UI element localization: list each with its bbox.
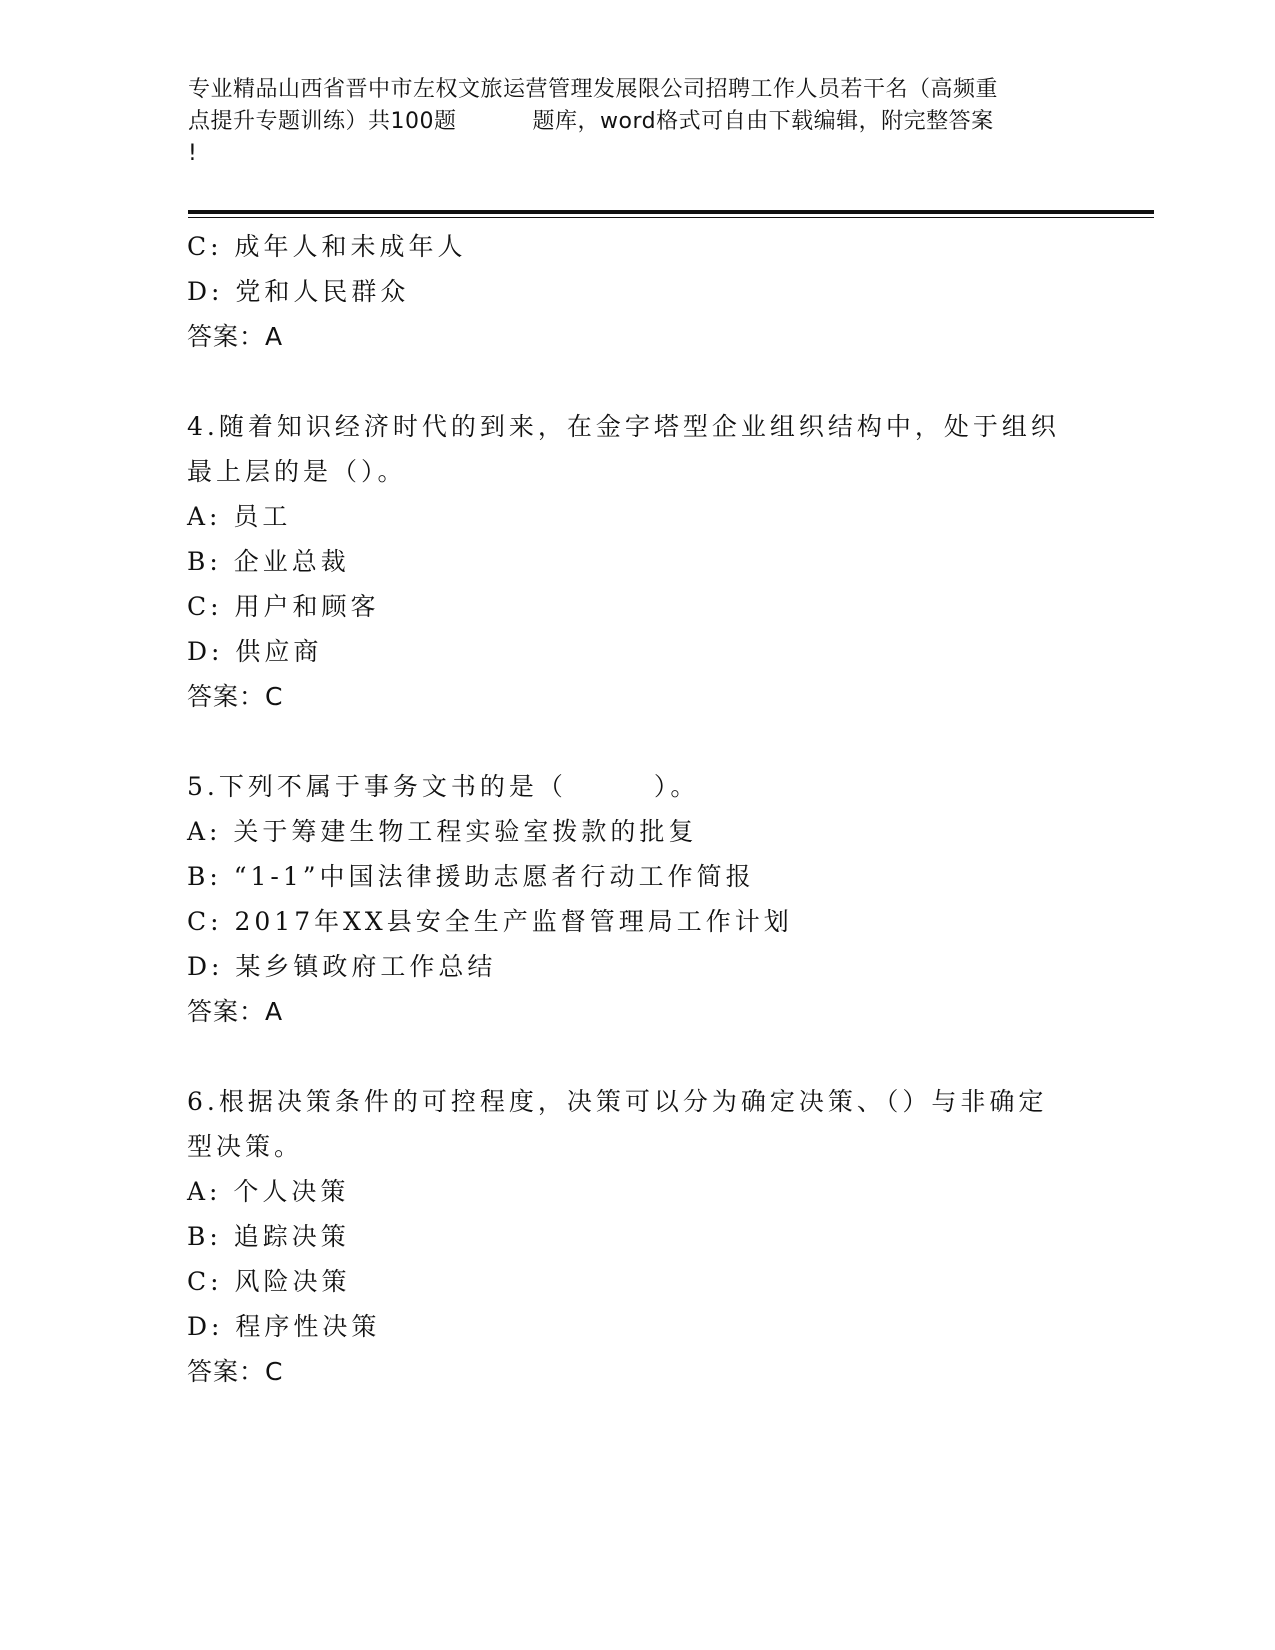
q5-option-a: A: 关于筹建生物工程实验室拨款的批复 — [187, 817, 698, 846]
q6-option-c: C: 风险决策 — [187, 1267, 351, 1296]
q4-option-b: B: 企业总裁 — [187, 547, 350, 576]
q6-option-b: B: 追踪决策 — [187, 1222, 350, 1251]
question-5 — [187, 764, 1087, 1034]
header-title-line-1: 专业精品山西省晋中市左权文旅运营管理发展限公司招聘工作人员若干名（高频重 — [188, 77, 999, 102]
header-title-line-2a: 点提升专题训练）共100题 — [188, 109, 457, 134]
q3-option-c: C: 成年人和未成年人 — [187, 232, 467, 261]
question-6 — [187, 1079, 1087, 1394]
question-4 — [187, 404, 1087, 719]
q5-answer: 答案：A — [187, 997, 284, 1026]
header-title-line-2b: 题库，word格式可自由下载编辑，附完整答案 — [532, 109, 994, 134]
q4-stem-line-2: 最上层的是（）。 — [187, 457, 407, 486]
header-divider-thick — [188, 210, 1154, 214]
q5-stem-line-1: 5.下列不属于事务文书的是（ ）。 — [187, 772, 700, 801]
header-title-line-3: ! — [188, 141, 198, 166]
q6-option-d: D: 程序性决策 — [187, 1312, 381, 1341]
q4-option-c: C: 用户和顾客 — [187, 592, 380, 621]
q5-option-b: B: “1-1”中国法律援助志愿者行动工作简报 — [187, 862, 755, 891]
q4-option-a: A: 员工 — [187, 502, 292, 531]
q4-option-d: D: 供应商 — [187, 637, 323, 666]
q6-answer: 答案：C — [187, 1357, 284, 1386]
q5-option-c: C: 2017年XX县安全生产监督管理局工作计划 — [187, 907, 793, 936]
q6-stem-line-2: 型决策。 — [187, 1132, 304, 1161]
question-spacer — [187, 719, 1087, 764]
q3-answer: 答案：A — [187, 322, 284, 351]
header-title-line-2 — [188, 106, 1088, 138]
question-spacer — [187, 1034, 1087, 1079]
q4-stem-line-1: 4.随着知识经济时代的到来，在金字塔型企业组织结构中，处于组织 — [187, 412, 1060, 441]
q6-option-a: A: 个人决策 — [187, 1177, 350, 1206]
q5-option-d: D: 某乡镇政府工作总结 — [187, 952, 497, 981]
q3-option-d: D: 党和人民群众 — [187, 277, 410, 306]
header-divider-thin — [188, 217, 1154, 218]
q4-answer: 答案：C — [187, 682, 284, 711]
question-spacer — [187, 359, 1087, 404]
q6-stem-line-1: 6.根据决策条件的可控程度，决策可以分为确定决策、（）与非确定 — [187, 1087, 1048, 1116]
question-content — [187, 224, 1087, 1394]
document-header — [188, 74, 1088, 170]
question-3-tail — [187, 224, 1087, 359]
